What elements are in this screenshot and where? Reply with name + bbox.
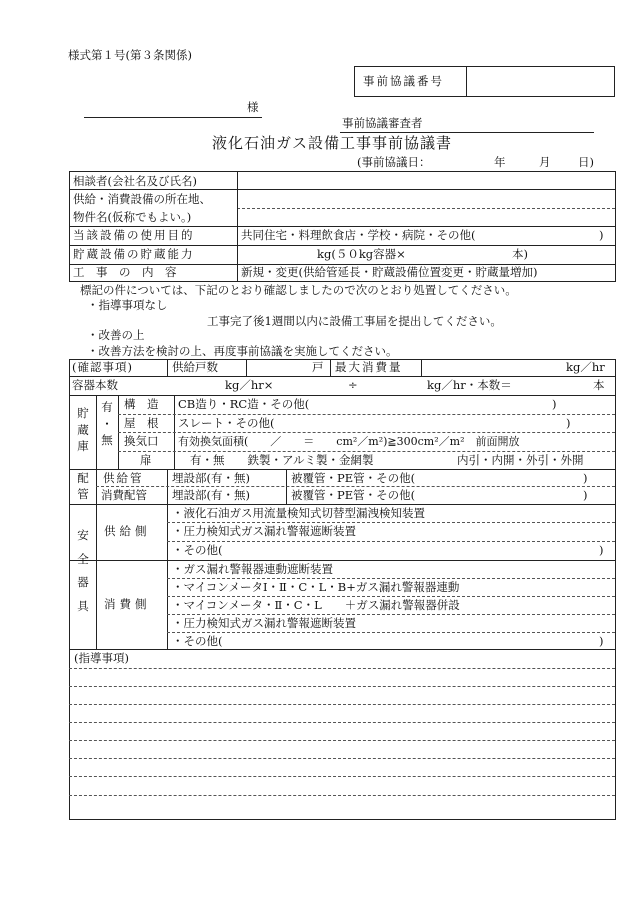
consume-other-close: ) [599,634,604,648]
location-field[interactable] [238,190,614,225]
usage-value[interactable]: 共同住宅・料理飲食店・学校・病院・その他( [241,228,476,242]
consume-pipe-coating[interactable]: 被覆管・PE管・その他( [291,488,416,502]
door-value-2[interactable]: 内引・内開・外引・外開 [457,453,584,467]
max-consumption-unit[interactable]: kg／hr [566,360,605,374]
supply-other-close: ) [599,543,604,557]
structure-label: 構 造 [124,397,159,411]
form-number: 様式第１号(第３条関係) [68,48,192,62]
consultant-label: 相談者(会社名及び氏名) [73,174,197,188]
consume-item-1[interactable]: ・ガス漏れ警報器連動遮断装置 [172,562,333,576]
households-label: 供給戸数 [172,360,218,374]
confirm-title: (確認事項) [72,360,133,374]
consult-number-label: 事前協議番号 [363,74,444,88]
consume-side-label: 消費側 [104,597,151,611]
consume-item-3[interactable]: ・マイコンメータ・Ⅱ・C・L ＋ガス漏れ警報器併設 [172,598,460,612]
consultant-field[interactable] [238,172,614,188]
roof-close: ) [566,416,571,430]
structure-close: ) [552,397,557,411]
consume-pipe-close: ) [583,488,588,502]
reviewer-label: 事前協議審査者 [342,116,423,130]
date-month: 月 [539,155,551,169]
supply-item-3[interactable]: ・その他( [172,543,223,557]
max-consumption-label: 最大消費量 [335,360,403,374]
location-label-2: 物件名(仮称でもよい。) [73,210,192,224]
containers-expr-2: ÷ [348,378,358,392]
page-title: 液化石油ガス設備工事事前協議書 [212,134,453,152]
addressee-suffix: 様 [247,100,259,114]
storage-room-exists[interactable]: 有 ・ 無 [101,400,113,447]
notice-option-3[interactable]: ・改善方法を検討の上、再度事前協議を実施してください。 [87,344,398,358]
safety-devices-label: 安 全 器 具 [77,528,89,613]
storage-value[interactable]: kg(５０kg容器× [317,247,406,261]
date-year: 年 [494,155,506,169]
notice-option-2[interactable]: ・改善の上 [87,328,145,342]
supply-item-1[interactable]: ・液化石油ガス用流量検知式切替型漏洩検知装置 [172,506,425,520]
addressee-line[interactable] [84,117,262,118]
supply-pipe-buried[interactable]: 埋設部(有・無) [172,471,250,485]
storage-room-label: 貯 蔵 庫 [77,406,89,453]
supply-item-2[interactable]: ・圧力検知式ガス漏れ警報遮断装置 [172,524,356,538]
piping-label: 配 管 [77,471,89,501]
supply-side-label: 供給側 [104,524,151,538]
vent-value[interactable]: 有効換気面積( ／ ＝ cm²／m²)≧300cm²／m² 前面開放 [178,435,520,448]
structure-value[interactable]: CB造り・RC造・その他( [178,397,310,411]
consume-pipe-buried[interactable]: 埋設部(有・無) [172,488,250,502]
usage-label: 当該設備の使用目的 [73,228,195,242]
consult-number-field[interactable] [467,67,614,96]
supply-pipe-label: 供給管 [103,471,144,485]
work-label: 工 事 の 内 容 [73,265,177,279]
supply-pipe-close: ) [583,471,588,485]
date-label: (事前協議日： [357,155,431,169]
work-value[interactable]: 新規・変更(供給管延長・貯蔵設備位置変更・貯蔵量増加) [241,265,538,279]
consume-item-4[interactable]: ・圧力検知式ガス漏れ警報遮断装置 [172,616,356,630]
consult-number-box [354,66,615,97]
households-field[interactable] [247,360,307,375]
households-unit: 戸 [312,360,324,374]
consume-item-5[interactable]: ・その他( [172,634,223,648]
containers-expr-3[interactable]: kg／hr・本数＝ [427,378,512,392]
usage-close: ) [599,228,604,242]
reviewer-line[interactable] [340,132,594,133]
date-day: 日) [578,155,594,169]
notice-option-1[interactable]: ・指導事項なし [87,298,168,312]
door-value[interactable]: 有・無 鉄製・アルミ製・金網製 [190,453,374,467]
containers-label: 容器本数 [72,378,118,392]
location-label-1: 供給・消費設備の所在地、 [73,192,211,206]
notice-option-1-detail: 工事完了後1週間以内に設備工事届を提出してください。 [207,314,502,328]
roof-label: 屋 根 [124,416,159,430]
consume-pipe-label: 消費配管 [101,488,147,502]
door-label: 扉 [140,453,152,467]
consume-item-2[interactable]: ・マイコンメータⅠ・Ⅱ・C・L・B+ガス漏れ警報器連動 [172,580,460,594]
roof-value[interactable]: スレート・その他( [178,416,275,430]
containers-unit: 本 [593,378,605,392]
storage-unit: 本) [512,247,528,261]
containers-expr-1[interactable]: kg／hr× [225,378,274,392]
guidance-label: (指導事項) [74,651,129,665]
vent-label: 換気口 [124,434,159,448]
storage-label: 貯蔵設備の貯蔵能力 [73,247,195,261]
notice-intro: 標記の件については、下記のとおり確認しましたので次のとおり処置してください。 [80,283,517,297]
supply-pipe-coating[interactable]: 被覆管・PE管・その他( [291,471,416,485]
